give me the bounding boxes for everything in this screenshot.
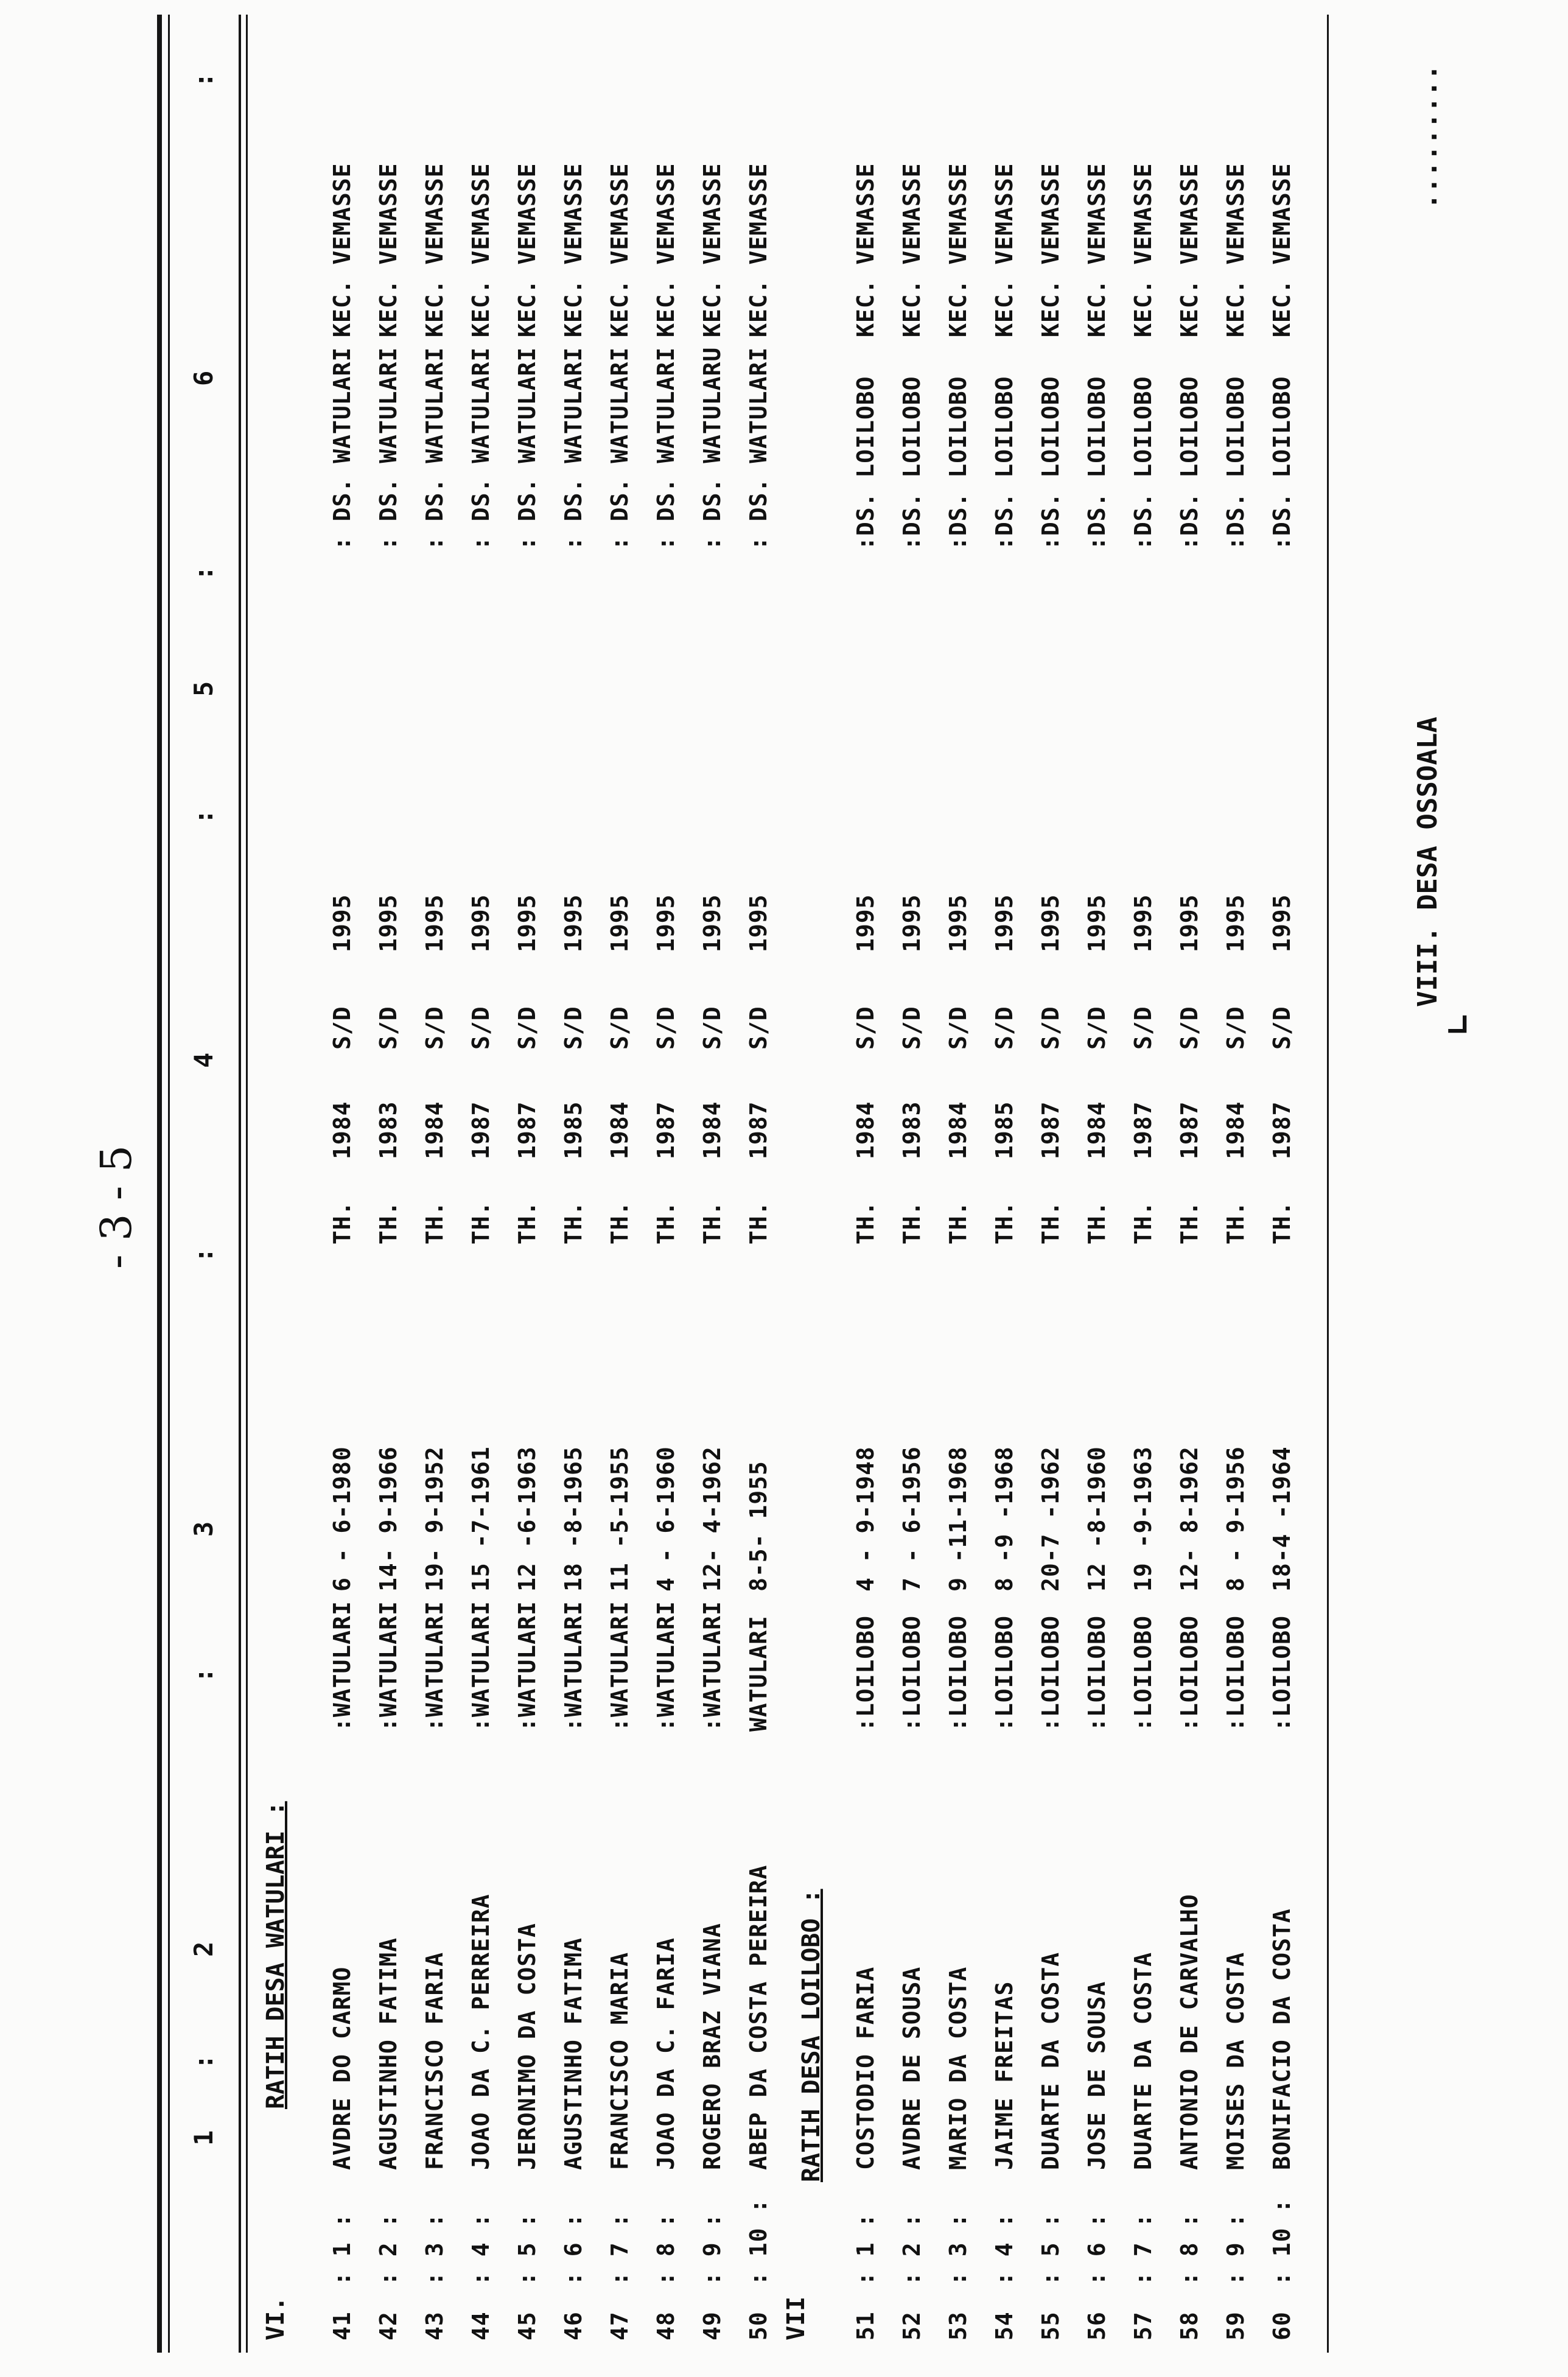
top-rule-thin: [168, 15, 170, 2353]
column-header-3: 3: [189, 1521, 219, 1537]
cell-sd: S/D: [1037, 1006, 1064, 1050]
header-separator: :: [189, 1667, 219, 1683]
cell-sd: S/D: [699, 1006, 726, 1050]
table-row: [1269, 0, 1312, 2377]
cell-end: 1995: [1037, 894, 1064, 952]
cell-name: AGUSTINHO FATIMA: [560, 1937, 587, 2170]
cell-dob: 19 -9-1963: [1130, 1446, 1157, 1592]
cell-no: 60: [1269, 2311, 1295, 2340]
table-row: [329, 0, 373, 2377]
cell-sub: : 1 :: [852, 2213, 879, 2286]
cell-end: 1995: [1222, 894, 1249, 952]
cell-name: BONIFACIO DA COSTA: [1269, 1908, 1295, 2170]
cell-dob: 9 -11-1968: [945, 1446, 971, 1592]
cell-village: :DS. LOILOBO: [1037, 376, 1064, 550]
cell-place: :LOILOBO: [1269, 1615, 1295, 1732]
cell-village: : DS. WATULARI: [375, 346, 402, 550]
header-separator: :: [189, 72, 219, 88]
cell-sub: : 1 :: [329, 2213, 355, 2286]
cell-sd: S/D: [1083, 1006, 1110, 1050]
cell-village: : DS. WATULARI: [560, 346, 587, 550]
cell-sub: : 10 :: [745, 2198, 772, 2286]
cell-edu: TH.: [467, 1201, 494, 1245]
cell-year: 1984: [329, 1101, 355, 1159]
cell-kec: KEC. VEMASSE: [1083, 163, 1110, 337]
cell-year: 1987: [467, 1101, 494, 1159]
cell-edu: TH.: [1222, 1201, 1249, 1245]
cell-kec: KEC. VEMASSE: [653, 163, 679, 337]
cell-sub: : 3 :: [945, 2213, 971, 2286]
header-rule-bottom: [246, 15, 248, 2353]
cell-place: :LOILOBO: [852, 1615, 879, 1732]
header-separator: :: [189, 565, 219, 581]
cell-dob: 12 -8-1960: [1083, 1446, 1110, 1592]
cell-name: AGUSTINHO FATIMA: [375, 1937, 402, 2170]
cell-village: : DS. WATULARI: [467, 346, 494, 550]
cell-dob: 8 -9 -1968: [991, 1446, 1018, 1592]
column-header-row: [189, 0, 237, 2377]
cell-village: :DS. LOILOBO: [1130, 376, 1157, 550]
cell-no: 41: [329, 2311, 355, 2340]
table-row: [898, 0, 942, 2377]
cell-place: :WATULARI: [467, 1601, 494, 1732]
cell-name: AVDRE DE SOUSA: [898, 1966, 925, 2170]
cell-sd: S/D: [991, 1006, 1018, 1050]
cell-no: 59: [1222, 2311, 1249, 2340]
cell-name: ROGERO BRAZ VIANA: [699, 1923, 726, 2170]
cell-sd: S/D: [514, 1006, 541, 1050]
cell-name: JOAO DA C. PERREIRA: [467, 1894, 494, 2170]
cell-village: : DS. WATULARI: [606, 346, 633, 550]
cell-kec: KEC. VEMASSE: [1222, 163, 1249, 337]
cell-edu: TH.: [653, 1201, 679, 1245]
cell-name: DUARTE DA COSTA: [1130, 1951, 1157, 2170]
cell-year: 1984: [1083, 1101, 1110, 1159]
bracket-mark: ⌞: [1412, 1011, 1476, 1038]
cell-dob: 7 - 6-1956: [898, 1446, 925, 1592]
cell-edu: TH.: [991, 1201, 1018, 1245]
cell-kec: KEC. VEMASSE: [421, 163, 448, 337]
cell-kec: KEC. VEMASSE: [991, 163, 1018, 337]
table-row: [1222, 0, 1266, 2377]
cell-place: :WATULARI: [514, 1601, 541, 1732]
table-row: [653, 0, 696, 2377]
cell-place: :WATULARI: [421, 1601, 448, 1732]
cell-sub: : 10 :: [1269, 2198, 1295, 2286]
cell-no: 48: [653, 2311, 679, 2340]
cell-place: :WATULARI: [699, 1601, 726, 1732]
table-row: [560, 0, 604, 2377]
cell-edu: TH.: [1176, 1201, 1203, 1245]
column-header-5: 5: [189, 681, 219, 697]
cell-name: JERONIMO DA COSTA: [514, 1923, 541, 2170]
table-row: [467, 0, 511, 2377]
table-row: [514, 0, 558, 2377]
cell-kec: KEC. VEMASSE: [329, 163, 355, 337]
cell-sd: S/D: [606, 1006, 633, 1050]
cell-kec: KEC. VEMASSE: [560, 163, 587, 337]
cell-sub: : 9 :: [1222, 2213, 1249, 2286]
cell-name: FRANCISCO MARIA: [606, 1951, 633, 2170]
cell-sd: S/D: [1269, 1006, 1295, 1050]
cell-place: :WATULARI: [329, 1601, 355, 1732]
cell-end: 1995: [945, 894, 971, 952]
cell-end: 1995: [898, 894, 925, 952]
cell-village: :DS. LOILOBO: [1176, 376, 1203, 550]
cell-end: 1995: [1176, 894, 1203, 952]
cell-name: COSTODIO FARIA: [852, 1966, 879, 2170]
cell-kec: KEC. VEMASSE: [699, 163, 726, 337]
table-row: [1176, 0, 1220, 2377]
header-separator: :: [189, 2054, 219, 2070]
cell-village: : DS. WATULARI: [329, 346, 355, 550]
cell-name: JAIME FREITAS: [991, 1981, 1018, 2170]
table-row: [1037, 0, 1081, 2377]
cell-dob: 12 -6-1963: [514, 1446, 541, 1592]
cell-edu: TH.: [1269, 1201, 1295, 1245]
next-section-title: VIII. DESA OSSOALA: [1412, 717, 1443, 1007]
cell-dob: 18 -8-1965: [560, 1446, 587, 1592]
cell-place: :WATULARI: [560, 1601, 587, 1732]
cell-sd: S/D: [945, 1006, 971, 1050]
column-header-4: 4: [189, 1052, 219, 1068]
cell-dob: 8-5- 1955: [745, 1461, 772, 1592]
section-title: RATIH DESA WATULARI :: [262, 1801, 290, 2109]
page-number: - 3 - 5: [91, 1145, 141, 1269]
table-row: [945, 0, 989, 2377]
cell-village: :DS. LOILOBO: [1269, 376, 1295, 550]
cell-year: 1984: [699, 1101, 726, 1159]
table-row: [421, 0, 465, 2377]
cell-sd: S/D: [745, 1006, 772, 1050]
cell-end: 1995: [467, 894, 494, 952]
cell-village: :DS. LOILOBO: [945, 376, 971, 550]
cell-year: 1987: [1037, 1101, 1064, 1159]
cell-sub: : 8 :: [1176, 2213, 1203, 2286]
column-header-6: 6: [189, 370, 219, 386]
table-row: [991, 0, 1035, 2377]
cell-dob: 12- 4-1962: [699, 1446, 726, 1592]
cell-dob: 18-4 -1964: [1269, 1446, 1295, 1592]
cell-year: 1983: [898, 1101, 925, 1159]
cell-place: :LOILOBO: [991, 1615, 1018, 1732]
cell-kec: KEC. VEMASSE: [898, 163, 925, 337]
cell-kec: KEC. VEMASSE: [1176, 163, 1203, 337]
cell-end: 1995: [699, 894, 726, 952]
cell-year: 1987: [1130, 1101, 1157, 1159]
cell-no: 47: [606, 2311, 633, 2340]
cell-place: :LOILOBO: [1176, 1615, 1203, 1732]
table-row: [852, 0, 896, 2377]
section-title: RATIH DESA LOILOBO :: [797, 1889, 825, 2182]
cell-sd: S/D: [1130, 1006, 1157, 1050]
cell-village: : DS. WATULARI: [653, 346, 679, 550]
cell-year: 1984: [606, 1101, 633, 1159]
cell-no: 56: [1083, 2311, 1110, 2340]
cell-end: 1995: [421, 894, 448, 952]
cell-end: 1995: [745, 894, 772, 952]
cell-village: :DS. LOILOBO: [852, 376, 879, 550]
cell-dob: 20-7 -1962: [1037, 1446, 1064, 1592]
cell-sd: S/D: [898, 1006, 925, 1050]
cell-village: :DS. LOILOBO: [898, 376, 925, 550]
cell-year: 1983: [375, 1101, 402, 1159]
cell-name: JOAO DA C. FARIA: [653, 1937, 679, 2170]
cell-no: 49: [699, 2311, 726, 2340]
cell-kec: KEC. VEMASSE: [467, 163, 494, 337]
cell-sub: : 9 :: [699, 2213, 726, 2286]
cell-edu: TH.: [329, 1201, 355, 1245]
cell-sd: S/D: [467, 1006, 494, 1050]
cell-village: : DS. WATULARU: [699, 346, 726, 550]
table-row: [1083, 0, 1127, 2377]
cell-dob: 6 - 6-1980: [329, 1446, 355, 1592]
cell-dob: 4 - 6-1960: [653, 1446, 679, 1592]
cell-sd: S/D: [852, 1006, 879, 1050]
cell-no: 50: [745, 2311, 772, 2340]
cell-sd: S/D: [375, 1006, 402, 1050]
table-row: [606, 0, 650, 2377]
cell-year: 1984: [421, 1101, 448, 1159]
column-header-2: 2: [189, 1941, 219, 1957]
header-separator: :: [189, 1247, 219, 1263]
header-rule-top: [239, 15, 241, 2353]
cell-place: :WATULARI: [375, 1601, 402, 1732]
cell-no: 54: [991, 2311, 1018, 2340]
cell-sub: : 6 :: [1083, 2213, 1110, 2286]
cell-dob: 14- 9-1966: [375, 1446, 402, 1592]
cell-village: : DS. WATULARI: [514, 346, 541, 550]
cell-place: :LOILOBO: [1083, 1615, 1110, 1732]
cell-edu: TH.: [560, 1201, 587, 1245]
cell-sd: S/D: [1222, 1006, 1249, 1050]
cell-place: :LOILOBO: [1222, 1615, 1249, 1732]
cell-kec: KEC. VEMASSE: [945, 163, 971, 337]
cell-kec: KEC. VEMASSE: [1130, 163, 1157, 337]
cell-year: 1987: [1269, 1101, 1295, 1159]
bottom-rule: [1327, 15, 1329, 2353]
cell-no: 46: [560, 2311, 587, 2340]
cell-sub: : 8 :: [653, 2213, 679, 2286]
cell-name: AVDRE DO CARMO: [329, 1966, 355, 2170]
cell-edu: TH.: [606, 1201, 633, 1245]
cell-end: 1995: [1130, 894, 1157, 952]
cell-sub: : 5 :: [1037, 2213, 1064, 2286]
cell-year: 1984: [945, 1101, 971, 1159]
section-code: VI.: [262, 2296, 290, 2340]
cell-sub: : 2 :: [375, 2213, 402, 2286]
cell-no: 51: [852, 2311, 879, 2340]
cell-sub: : 4 :: [991, 2213, 1018, 2286]
top-rule-thick: [157, 15, 162, 2353]
cell-place: :LOILOBO: [898, 1615, 925, 1732]
cell-edu: TH.: [945, 1201, 971, 1245]
cell-end: 1995: [653, 894, 679, 952]
cell-end: 1995: [991, 894, 1018, 952]
cell-edu: TH.: [898, 1201, 925, 1245]
table-row: [745, 0, 789, 2377]
cell-sd: S/D: [1176, 1006, 1203, 1050]
cell-name: DUARTE DA COSTA: [1037, 1951, 1064, 2170]
continuation-dots: .........: [1412, 64, 1443, 209]
cell-dob: 15 -7-1961: [467, 1446, 494, 1592]
cell-kec: KEC. VEMASSE: [1037, 163, 1064, 337]
cell-edu: TH.: [514, 1201, 541, 1245]
cell-sub: : 3 :: [421, 2213, 448, 2286]
cell-place: :LOILOBO: [1037, 1615, 1064, 1732]
cell-name: JOSE DE SOUSA: [1083, 1981, 1110, 2170]
cell-year: 1987: [745, 1101, 772, 1159]
cell-village: : DS. WATULARI: [745, 346, 772, 550]
cell-sub: : 7 :: [1130, 2213, 1157, 2286]
cell-end: 1995: [1269, 894, 1295, 952]
cell-year: 1984: [1222, 1101, 1249, 1159]
cell-no: 43: [421, 2311, 448, 2340]
cell-no: 57: [1130, 2311, 1157, 2340]
cell-dob: 12- 8-1962: [1176, 1446, 1203, 1592]
cell-name: FRANCISCO FARIA: [421, 1951, 448, 2170]
cell-year: 1985: [560, 1101, 587, 1159]
cell-dob: 19- 9-1952: [421, 1446, 448, 1592]
cell-place: :LOILOBO: [1130, 1615, 1157, 1732]
cell-sub: : 7 :: [606, 2213, 633, 2286]
table-row: [375, 0, 419, 2377]
cell-edu: TH.: [375, 1201, 402, 1245]
cell-edu: TH.: [1130, 1201, 1157, 1245]
cell-no: 42: [375, 2311, 402, 2340]
cell-edu: TH.: [421, 1201, 448, 1245]
section-code: VII: [782, 2296, 810, 2340]
cell-village: : DS. WATULARI: [421, 346, 448, 550]
cell-no: 44: [467, 2311, 494, 2340]
cell-kec: KEC. VEMASSE: [514, 163, 541, 337]
cell-name: MOISES DA COSTA: [1222, 1951, 1249, 2170]
cell-end: 1995: [375, 894, 402, 952]
cell-year: 1984: [852, 1101, 879, 1159]
cell-no: 55: [1037, 2311, 1064, 2340]
table-row: [1130, 0, 1174, 2377]
cell-dob: 4 - 9-1948: [852, 1446, 879, 1592]
table-row: [699, 0, 743, 2377]
cell-sub: : 2 :: [898, 2213, 925, 2286]
column-header-1: 1: [189, 2130, 219, 2146]
cell-kec: KEC. VEMASSE: [852, 163, 879, 337]
cell-edu: TH.: [745, 1201, 772, 1245]
cell-name: ANTONIO DE CARVALHO: [1176, 1894, 1203, 2170]
cell-sub: : 5 :: [514, 2213, 541, 2286]
cell-village: :DS. LOILOBO: [1222, 376, 1249, 550]
cell-edu: TH.: [1037, 1201, 1064, 1245]
cell-no: 45: [514, 2311, 541, 2340]
cell-edu: TH.: [852, 1201, 879, 1245]
cell-village: :DS. LOILOBO: [1083, 376, 1110, 550]
cell-end: 1995: [852, 894, 879, 952]
cell-end: 1995: [514, 894, 541, 952]
cell-kec: KEC. VEMASSE: [375, 163, 402, 337]
cell-place: WATULARI: [745, 1615, 772, 1732]
cell-dob: 11 -5-1955: [606, 1446, 633, 1592]
cell-dob: 8 - 9-1956: [1222, 1446, 1249, 1592]
cell-year: 1987: [514, 1101, 541, 1159]
cell-sub: : 6 :: [560, 2213, 587, 2286]
cell-kec: KEC. VEMASSE: [1269, 163, 1295, 337]
cell-sd: S/D: [560, 1006, 587, 1050]
cell-village: :DS. LOILOBO: [991, 376, 1018, 550]
cell-sd: S/D: [329, 1006, 355, 1050]
cell-no: 52: [898, 2311, 925, 2340]
cell-kec: KEC. VEMASSE: [606, 163, 633, 337]
cell-no: 53: [945, 2311, 971, 2340]
cell-end: 1995: [1083, 894, 1110, 952]
cell-year: 1987: [1176, 1101, 1203, 1159]
cell-sd: S/D: [421, 1006, 448, 1050]
cell-sd: S/D: [653, 1006, 679, 1050]
header-separator: :: [189, 809, 219, 824]
cell-name: ABEP DA COSTA PEREIRA: [745, 1864, 772, 2170]
cell-end: 1995: [329, 894, 355, 952]
cell-year: 1987: [653, 1101, 679, 1159]
cell-sub: : 4 :: [467, 2213, 494, 2286]
cell-name: MARIO DA COSTA: [945, 1966, 971, 2170]
cell-end: 1995: [560, 894, 587, 952]
cell-place: :WATULARI: [606, 1601, 633, 1732]
cell-place: :WATULARI: [653, 1601, 679, 1732]
cell-edu: TH.: [1083, 1201, 1110, 1245]
cell-edu: TH.: [699, 1201, 726, 1245]
cell-kec: KEC. VEMASSE: [745, 163, 772, 337]
cell-year: 1985: [991, 1101, 1018, 1159]
cell-no: 58: [1176, 2311, 1203, 2340]
cell-place: :LOILOBO: [945, 1615, 971, 1732]
cell-end: 1995: [606, 894, 633, 952]
